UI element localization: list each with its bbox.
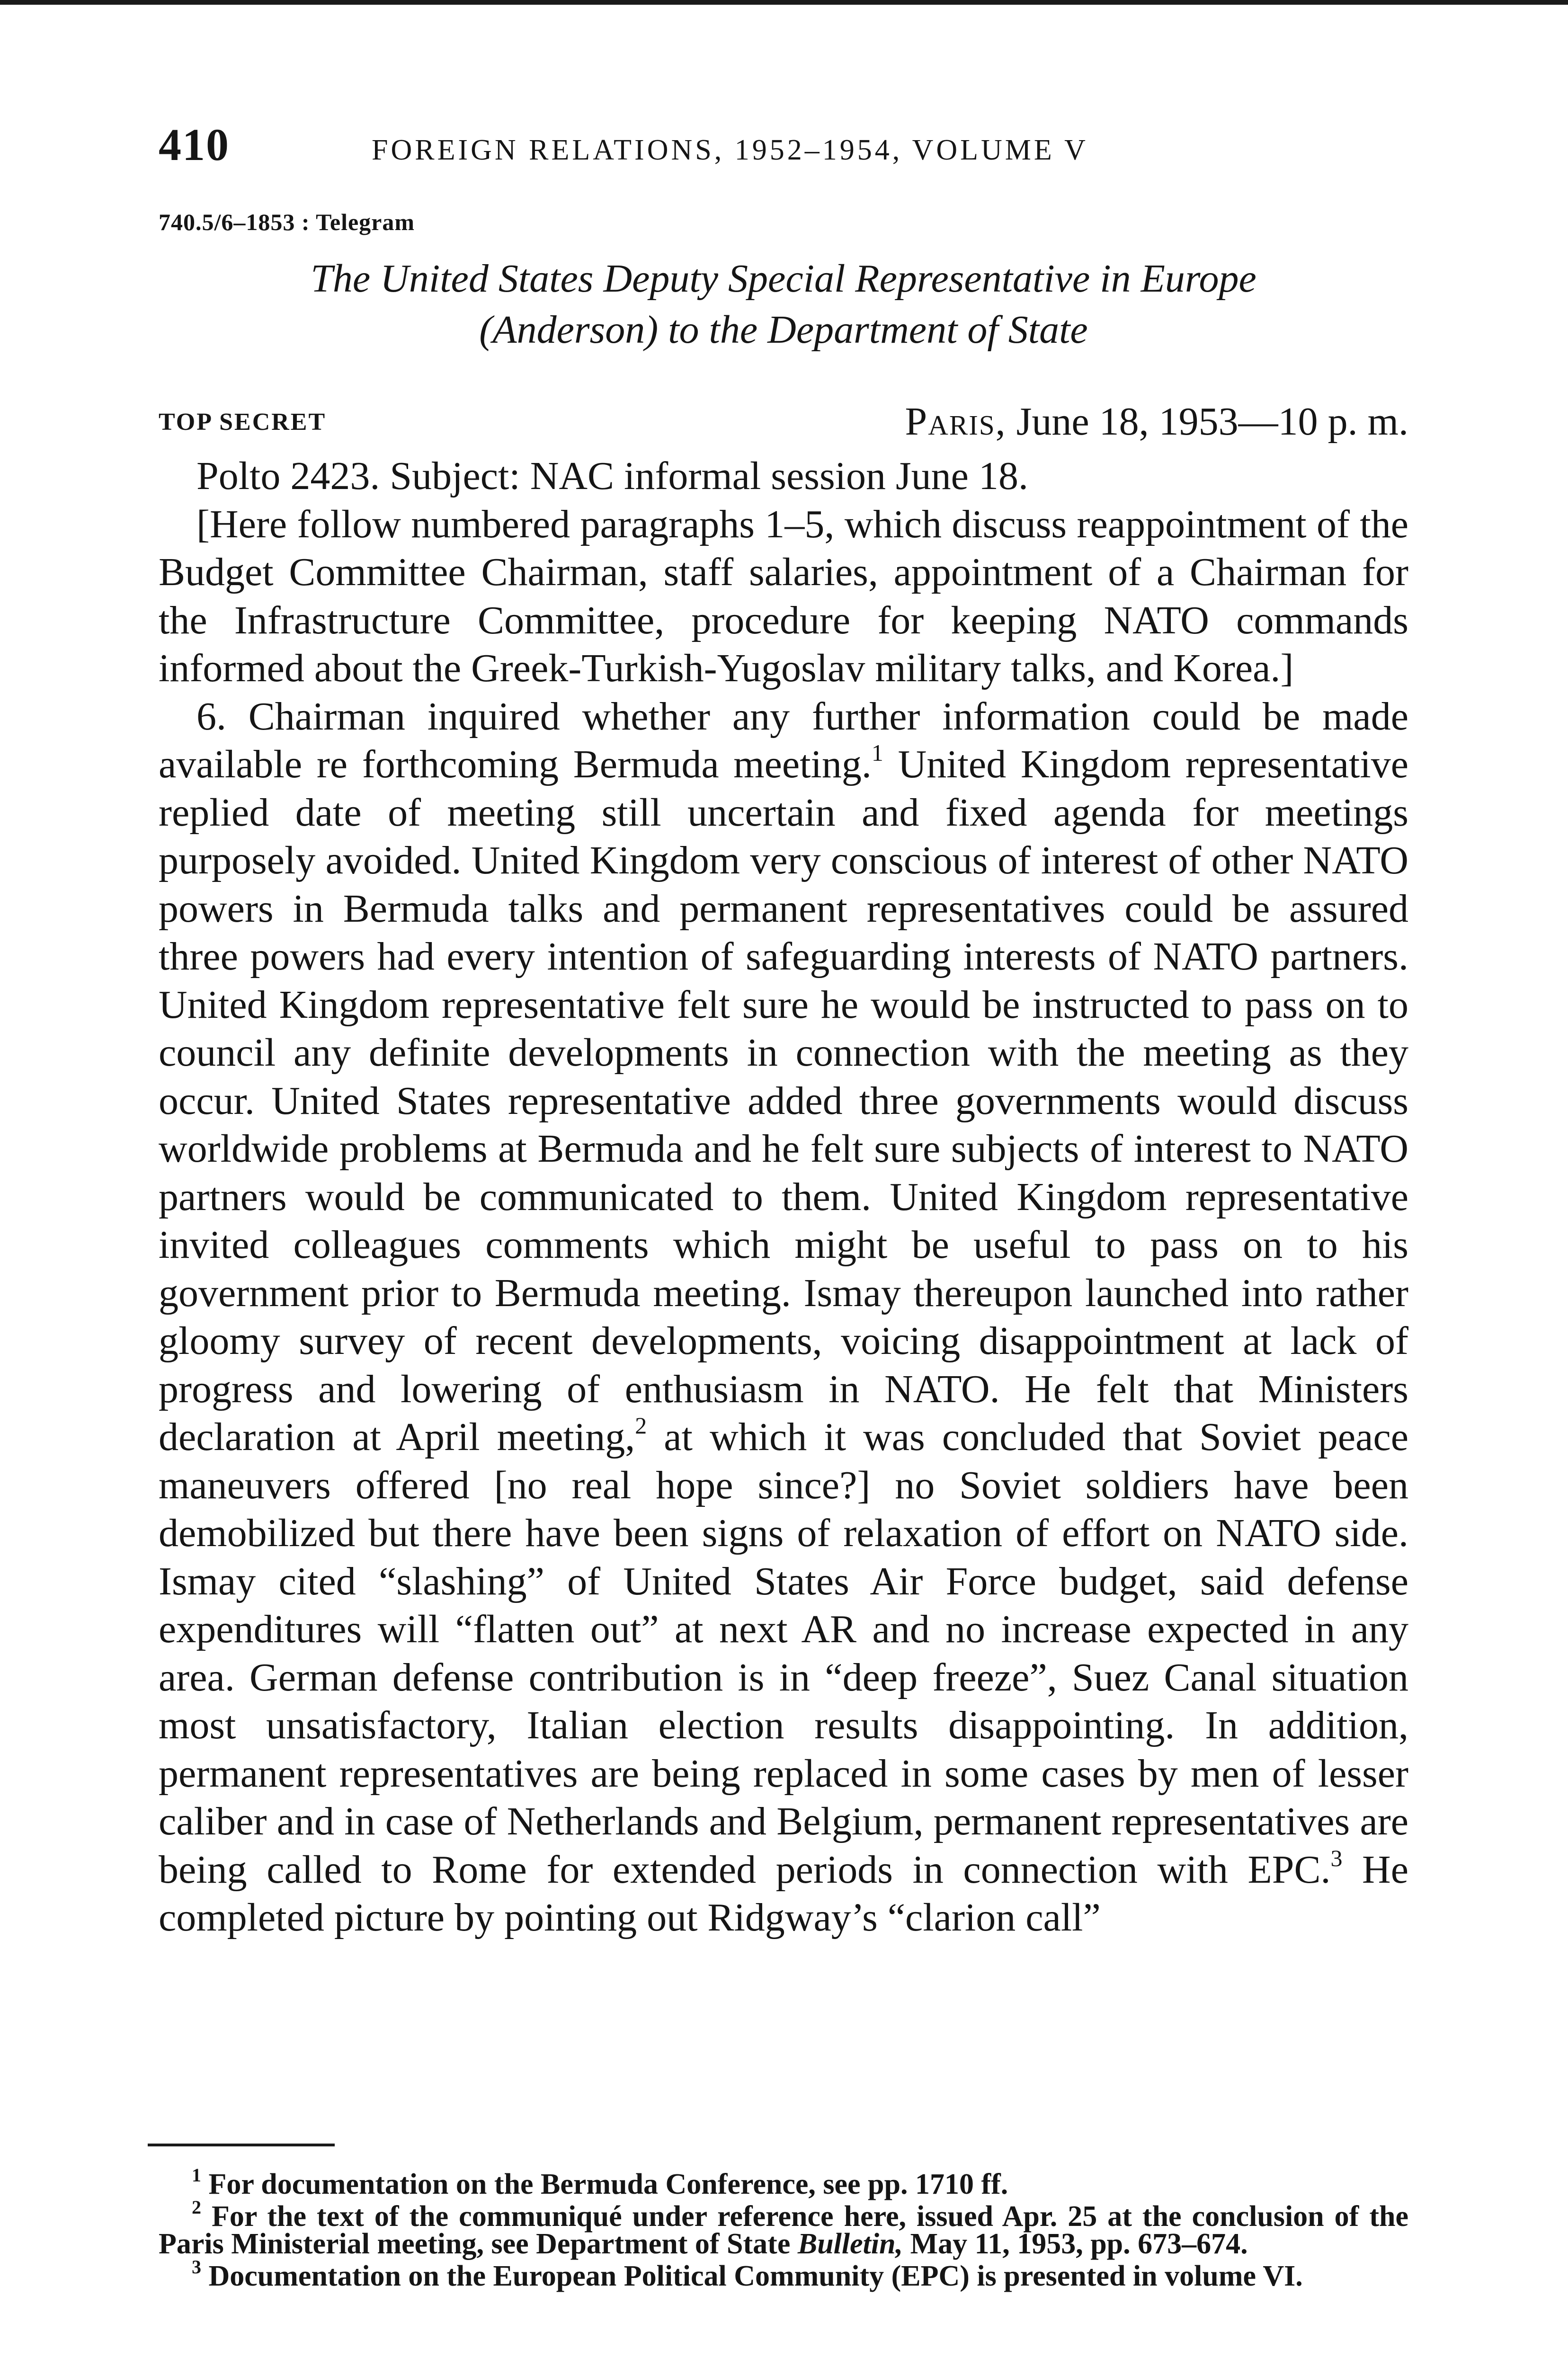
footnote-2-text-b: May 11, 1953, pp. 673–674. <box>903 2228 1248 2260</box>
classification-row <box>159 399 1408 451</box>
document-title <box>159 253 1408 356</box>
footnote-ref-2: 2 <box>635 1412 647 1439</box>
running-head <box>159 118 1408 170</box>
footnote-2-mark: 2 <box>192 2197 201 2218</box>
footnote-3-mark: 3 <box>192 2256 201 2278</box>
document-title-line-2: (Anderson) to the Department of State <box>479 308 1088 352</box>
document-title-line-1: The United States Deputy Special Representative in Europe <box>311 257 1256 301</box>
footnotes <box>159 2164 1408 2295</box>
footnote-2-text-a: For the text of the communiqué under reference here, issued Apr. 25 at the conclusion of the Paris Ministerial meeting, see Department of State <box>159 2200 1408 2260</box>
page-number: 410 <box>159 119 230 170</box>
footnote-ref-3: 3 <box>1330 1844 1343 1871</box>
file-reference: 740.5/6–1853 : Telegram <box>159 209 415 235</box>
paragraph-6-part-4: He completed picture by pointing out Ridgway’s “clarion call” <box>159 1847 1408 1940</box>
page-top-edge-line <box>0 0 1568 5</box>
footnote-1-mark: 1 <box>192 2164 201 2186</box>
footnote-2-bulletin: Bulletin, <box>797 2228 903 2260</box>
dateline <box>905 399 1408 445</box>
footnote-ref-1: 1 <box>871 739 883 766</box>
footnote-3 <box>159 2256 1408 2292</box>
paragraph-6 <box>159 693 1408 1942</box>
paragraph-6-part-1: 6. Chairman inquired whether any further information could be made available re forthcoming Bermuda meeting. <box>159 694 1408 786</box>
paragraph-subject: Polto 2423. Subject: NAC informal session June 18. <box>196 454 1028 498</box>
paragraph-6-part-2: United Kingdom representative replied date of meeting still uncertain and fixed agenda for meetings purposely avoided. United Kingdom very conscious of interest of other NATO powers in Bermuda talks and permanent representatives could be assured three powers had every intention of safeguarding interests of NATO partners. United Kingdom representative felt sure he would be instructed to pass on to council any definite developments in connection with the meeting as they occur. United States representative added three governments would discuss worldwide problems at Bermuda and he felt sure subjects of interest to NATO partners would be communicated to them. United Kingdom representative invited colleagues comments which might be useful to pass on to his government prior to Bermuda meeting. Ismay thereupon launched into rather gloomy survey of recent developments, voicing disappointment at lack of progress and lowering of enthusiasm in NATO. He felt that Ministers declaration at April meeting, <box>159 742 1408 1459</box>
footnote-divider <box>148 2144 335 2146</box>
running-title: FOREIGN RELATIONS, 1952–1954, VOLUME V <box>372 134 1088 166</box>
paragraph-6-part-3: at which it was concluded that Soviet peace maneuvers offered [no real hope since?] no Soviet soldiers have been demobilized but there have been signs of relaxation of effort on NATO side. Ismay cited “slashing” of United States Air Force budget, said defense expenditures will “flatten out” at next AR and no increase expected in any area. German defense contribution is in “deep freeze”, Suez Canal situation most unsatisfactory, Italian election results disappointing. In addition, permanent representatives are being replaced in some cases by men of lesser caliber and in case of Netherlands and Belgium, permanent representatives are being called to Rome for extended periods in connection with EPC. <box>159 1415 1409 1892</box>
footnote-1 <box>159 2164 1408 2200</box>
classification-label: TOP SECRET <box>159 409 327 436</box>
footnote-3-text: Documentation on the European Political Community (EPC) is presented in volume VI. <box>201 2260 1303 2292</box>
paragraph-editorial-note: [Here follow numbered paragraphs 1–5, which discuss reappointment of the Budget Committee Chairman, staff salaries, appointment of a Chairman for the Infrastructure Committee, procedure for keeping NATO commands informed about the Greek-Turkish-Yugoslav military talks, and Korea.] <box>159 502 1408 690</box>
dateline-place: Paris, <box>905 400 1007 444</box>
footnote-1-text: For documentation on the Bermuda Conference, see pp. 1710 ff. <box>201 2168 1008 2200</box>
telegram-body <box>159 452 1408 1942</box>
dateline-date: June 18, 1953—10 p. m. <box>1016 400 1408 444</box>
footnote-2 <box>159 2197 1408 2260</box>
